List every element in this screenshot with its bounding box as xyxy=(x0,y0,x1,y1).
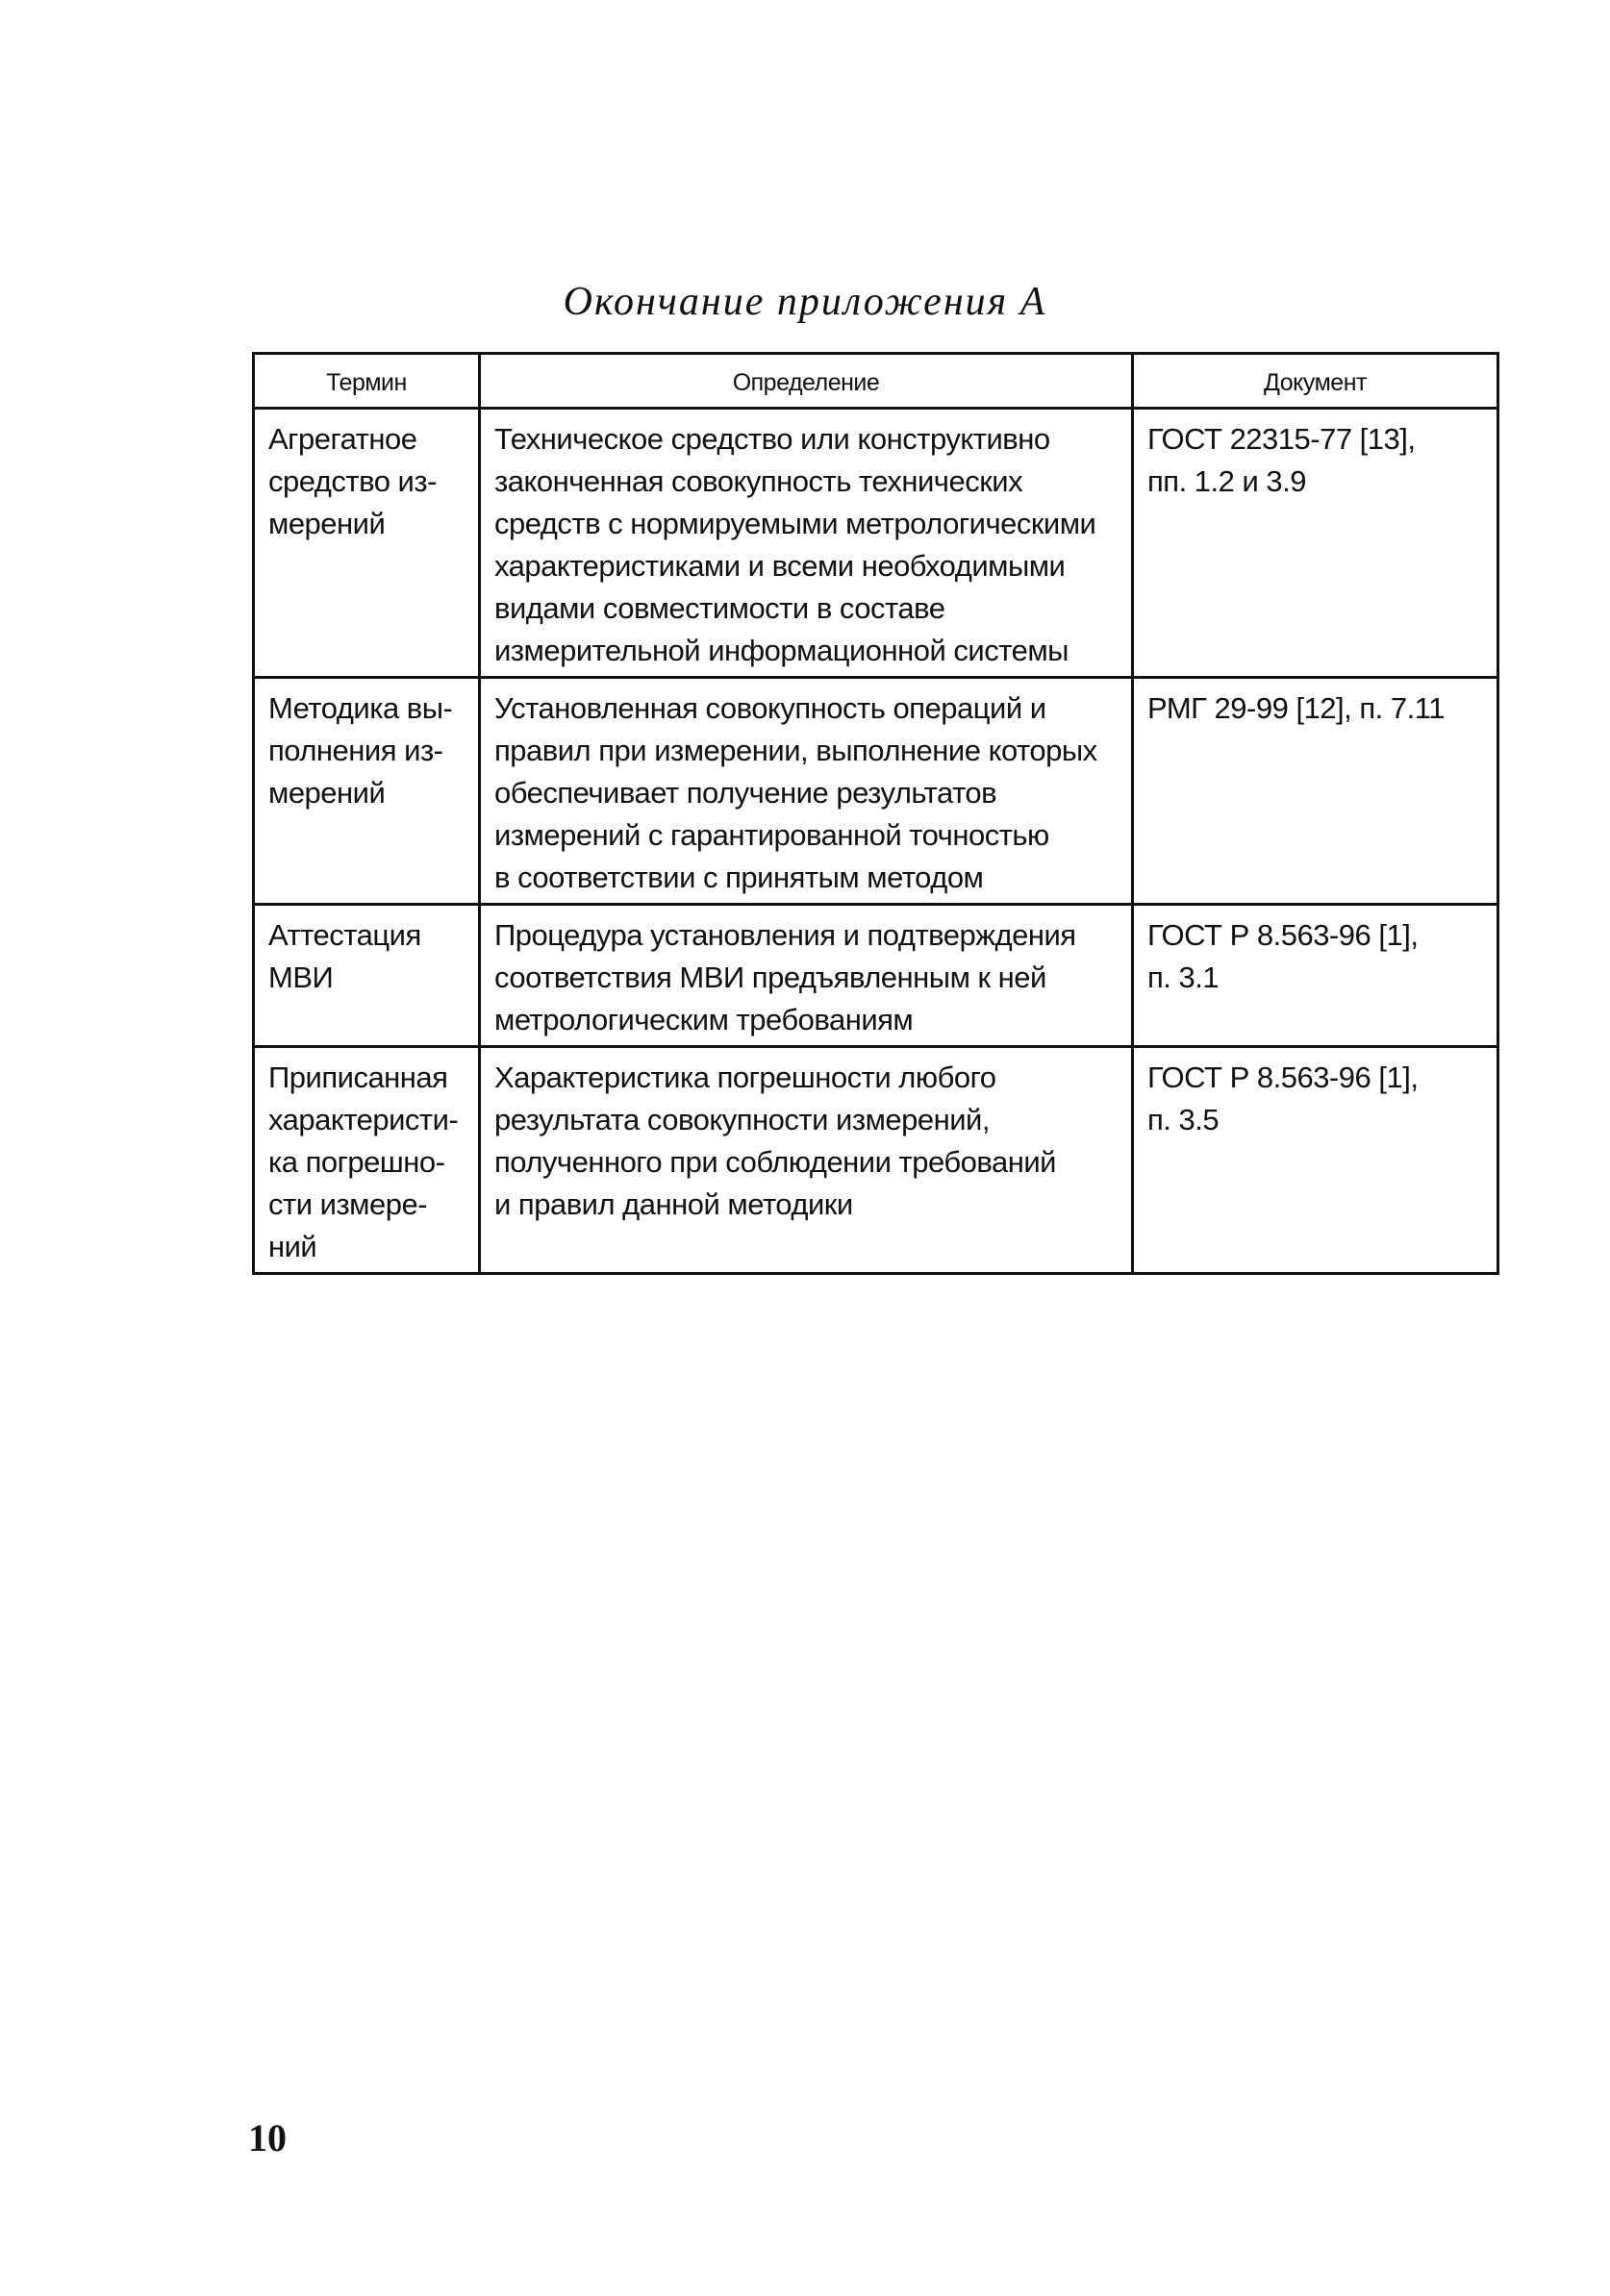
header-term: Термин xyxy=(254,354,480,409)
text-line: обеспечивает получение результатов xyxy=(494,776,997,810)
definition-cell xyxy=(480,409,1133,678)
header-definition: Определение xyxy=(480,354,1133,409)
text-line: средство из- xyxy=(268,464,437,498)
text-line: средств с нормируемыми метрологическими xyxy=(494,507,1096,540)
term-cell xyxy=(254,409,480,678)
text-line: Методика вы- xyxy=(268,691,453,725)
text-line: МВИ xyxy=(268,961,334,994)
text-line: Приписанная xyxy=(268,1061,448,1094)
table-row xyxy=(254,409,1498,678)
text-line: мерений xyxy=(268,776,386,810)
appendix-caption: Окончание приложения А xyxy=(563,280,1047,324)
text-line: Характеристика погрешности любого xyxy=(494,1061,996,1094)
text-line: полнения из- xyxy=(268,734,443,767)
page-number: 10 xyxy=(248,2116,287,2159)
text-line: Аттестация xyxy=(268,918,421,952)
text-line: Техническое средство или конструктивно xyxy=(494,422,1050,456)
term-cell xyxy=(254,1047,480,1274)
table-row xyxy=(254,1047,1498,1274)
document-cell xyxy=(1133,409,1498,678)
text-line: РМГ 29-99 [12], п. 7.11 xyxy=(1147,691,1445,725)
table-row xyxy=(254,905,1498,1047)
text-line: Процедура установления и подтверждения xyxy=(494,918,1076,952)
text-line: полученного при соблюдении требований xyxy=(494,1145,1056,1179)
text-line: Установленная совокупность операций и xyxy=(494,691,1046,725)
document-cell xyxy=(1133,905,1498,1047)
table-row xyxy=(254,678,1498,905)
text-line: мерений xyxy=(268,507,386,540)
document-cell xyxy=(1133,678,1498,905)
text-line: в соответствии с принятым методом xyxy=(494,861,984,894)
text-line: правил при измерении, выполнение которых xyxy=(494,734,1097,767)
text-line: ГОСТ 22315-77 [13], xyxy=(1147,422,1416,456)
table-header-row xyxy=(254,354,1498,409)
text-line: видами совместимости в составе xyxy=(494,591,945,625)
text-line: характеристиками и всеми необходимыми xyxy=(494,549,1066,583)
text-line: соответствия МВИ предъявленным к ней xyxy=(494,961,1046,994)
text-line: пп. 1.2 и 3.9 xyxy=(1147,464,1307,498)
text-line: и правил данной методики xyxy=(494,1187,853,1221)
text-line: п. 3.1 xyxy=(1147,961,1220,994)
terms-table xyxy=(252,352,1499,1275)
text-line: метрологическим требованиям xyxy=(494,1003,914,1036)
text-line: характеристи- xyxy=(268,1103,459,1136)
definition-cell xyxy=(480,1047,1133,1274)
text-line: Агрегатное xyxy=(268,422,417,456)
document-cell xyxy=(1133,1047,1498,1274)
text-line: сти измере- xyxy=(268,1187,428,1221)
term-cell xyxy=(254,905,480,1047)
term-cell xyxy=(254,678,480,905)
text-line: результата совокупности измерений, xyxy=(494,1103,990,1136)
text-line: ний xyxy=(268,1230,317,1263)
text-line: законченная совокупность технических xyxy=(494,464,1023,498)
text-line: ГОСТ Р 8.563-96 [1], xyxy=(1147,1061,1419,1094)
definition-cell xyxy=(480,905,1133,1047)
text-line: п. 3.5 xyxy=(1147,1103,1220,1136)
definition-cell xyxy=(480,678,1133,905)
text-line: ка погрешно- xyxy=(268,1145,445,1179)
text-line: измерений с гарантированной точностью xyxy=(494,818,1049,852)
header-document: Документ xyxy=(1133,354,1498,409)
text-line: измерительной информационной системы xyxy=(494,634,1069,667)
text-line: ГОСТ Р 8.563-96 [1], xyxy=(1147,918,1419,952)
